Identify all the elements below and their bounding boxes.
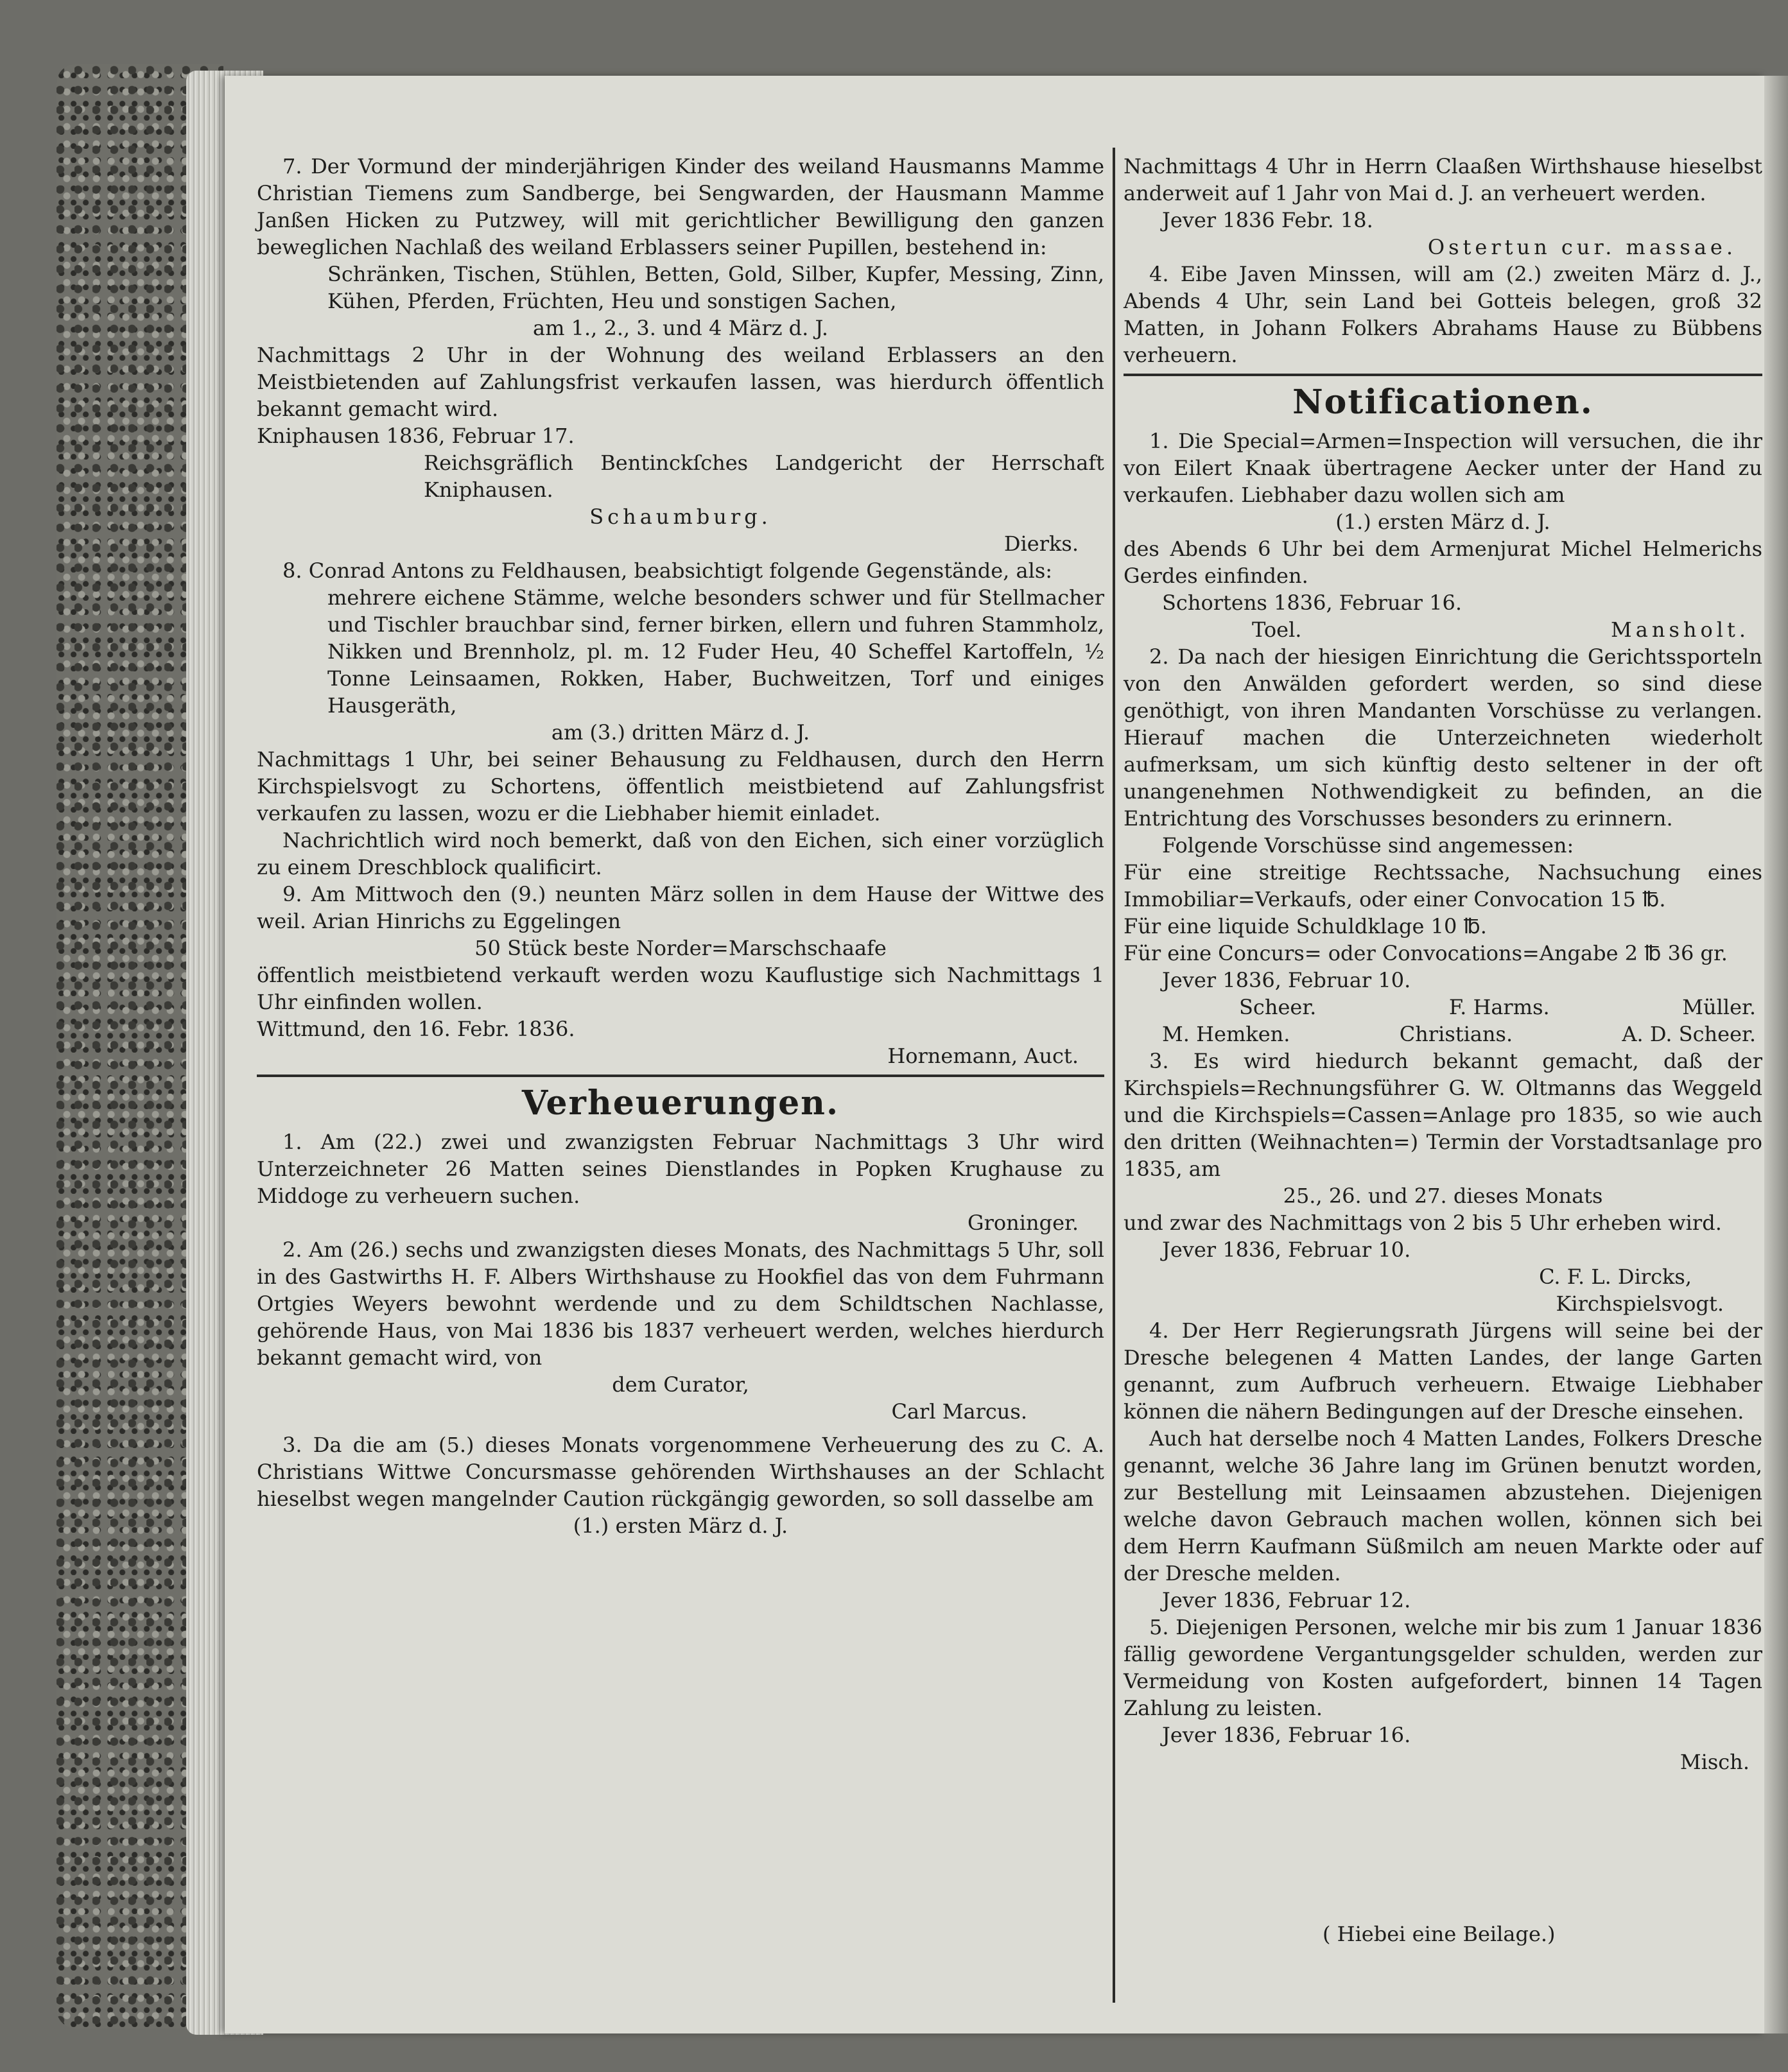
notice-7-signature-2: Dierks. bbox=[1003, 531, 1079, 556]
notification-2-intro: Folgende Vorschüsse sind angemessen: bbox=[1162, 833, 1574, 858]
notification-1-text: 1. Die Special=Armen=Inspection will versuchen, die ihr von Eilert Knaak übertragene Aecker unter der Hand zu verkaufen. Liebhaber dazu wollen sich am bbox=[1124, 429, 1762, 507]
notification-2-fee-2: Für eine liquide Schuldklage 10 ℔. bbox=[1124, 914, 1487, 938]
notification-2-text: 2. Da nach der hiesigen Einrichtung die Gerichtssporteln von den Anwälden gefordert werden, so sind diese genöthigt, von ihren Mandanten Vorschüsse zu verlangen. Hierauf machen die Unterzeichneten wiederholt aufmerksam, um sich künftig desto seltener in der oft unangenehmen Nothwendigkeit zu befinden, an die Entrichtung des Vorschusses besonders zu erinnern. bbox=[1124, 644, 1762, 831]
notice-8-date: am (3.) dritten März d. J. bbox=[551, 720, 810, 745]
section-rule bbox=[257, 1075, 1104, 1077]
notice-7-place: Kniphausen 1836, Februar 17. bbox=[257, 424, 575, 448]
notification-3-place: Jever 1836, Februar 10. bbox=[1162, 1238, 1411, 1262]
notice-8-rest: Nachmittags 1 Uhr, bei seiner Behausung zu Feldhausen, durch den Herrn Kirchspielsvogt zu Schortens, öffentlich meistbietend auf Zahlungsfrist verkaufen zu lassen, wozu er die Liebhaber hiemit einladet. bbox=[257, 747, 1104, 825]
left-column bbox=[257, 153, 1104, 1539]
verheuerung-3-signature: Ostertun cur. massae. bbox=[1427, 235, 1737, 259]
page-right-edge bbox=[1764, 76, 1788, 2033]
notification-4-place: Jever 1836, Februar 12. bbox=[1162, 1588, 1411, 1612]
notification-2-fee-1: Für eine streitige Rechtssache, Nachsuchung eines Immobiliar=Verkaufs, oder einer Convocation 15 ℔. bbox=[1124, 860, 1762, 911]
notification-5-text: 5. Diejenigen Personen, welche mir bis zum 1 Januar 1836 fällig gewordene Vergantungsgelder schulden, werden zur Vermeidung von Kosten aufgefordert, binnen 14 Tagen Zahlung zu leisten. bbox=[1124, 1615, 1762, 1720]
notice-7-dates: am 1., 2., 3. und 4 März d. J. bbox=[533, 316, 828, 340]
verheuerung-3-text: 3. Da die am (5.) dieses Monats vorgenommene Verheuerung des zu C. A. Christians Wittwe Concursmasse gehörenden Wirthshauses an der Schlacht hieselbst wegen mangelnder Caution rückgängig geworden, so soll dasselbe am bbox=[257, 1433, 1104, 1511]
notice-8-goods: mehrere eichene Stämme, welche besonders schwer und für Stellmacher und Tischler brauchbar sind, ferner birken, ellern und fuhren Stammholz, Nikken und Brennholz, pl. m. 12 Fuder Heu, 40 Scheffel Kartoffeln, ½ Tonne Leinsaamen, Rokken, Haber, Buchweitzen, Torf und einiges Hausgeräth, bbox=[327, 585, 1104, 718]
section-heading-notificationen: Notificationen. bbox=[1292, 383, 1593, 422]
notification-3-signature-1: C. F. L. Dircks, bbox=[1539, 1265, 1692, 1289]
section-rule-right bbox=[1124, 374, 1762, 376]
notice-8-note: Nachrichtlich wird noch bemerkt, daß von den Eichen, sich einer vorzüglich zu einem Dreschblock qualificirt. bbox=[257, 828, 1104, 879]
notification-2-fee-3: Für eine Concurs= oder Convocations=Angabe 2 ℔ 36 gr. bbox=[1124, 941, 1728, 965]
notice-7-signature-1: Schaumburg. bbox=[589, 505, 772, 529]
notice-7-rest: Nachmittags 2 Uhr in der Wohnung des weiland Erblassers an den Meistbietenden auf Zahlungsfrist verkaufen lassen, was hierdurch öffentlich bekannt gemacht wird. bbox=[257, 343, 1104, 421]
notification-3-signature-2: Kirchspielsvogt. bbox=[1556, 1291, 1724, 1316]
signature-harms: F. Harms. bbox=[1448, 995, 1550, 1019]
notification-1-rest: des Abends 6 Uhr bei dem Armenjurat Michel Helmerichs Gerdes einfinden. bbox=[1124, 537, 1762, 588]
column-divider bbox=[1113, 148, 1115, 2003]
supplement-note: ( Hiebei eine Beilage.) bbox=[1323, 1922, 1556, 1946]
signature-christians: Christians. bbox=[1399, 1022, 1513, 1046]
notification-1-signatures bbox=[1124, 616, 1762, 643]
notice-9-signature: Hornemann, Auct. bbox=[887, 1044, 1079, 1068]
section-heading-verheuerungen: Verheuerungen. bbox=[521, 1083, 840, 1123]
signature-mueller: Müller. bbox=[1682, 995, 1756, 1019]
verheuerung-2-text: 2. Am (26.) sechs und zwanzigsten dieses Monats, des Nachmittags 5 Uhr, soll in des Gastwirths H. F. Albers Wirthshause zu Hookfiel das von dem Fuhrmann Ortgies Weyers bewohnt werdende und zu dem Schildtschen Nachlasse, gehörende Haus, von Mai 1836 bis 1837 verheuert werden, welches hierdurch bekannt gemacht wird, von bbox=[257, 1238, 1104, 1370]
verheuerung-2-signature-1: dem Curator, bbox=[612, 1372, 749, 1397]
verheuerung-3-place: Jever 1836 Febr. 18. bbox=[1162, 208, 1373, 232]
notice-9-rest: öffentlich meistbietend verkauft werden wozu Kauflustige sich Nachmittags 1 Uhr einfinden wollen. bbox=[257, 963, 1104, 1014]
notice-8-text: 8. Conrad Antons zu Feldhausen, beabsichtigt folgende Gegenstände, als: bbox=[282, 558, 1053, 583]
notification-4-text-2: Auch hat derselbe noch 4 Matten Landes, Folkers Dresche genannt, welche 36 Jahre lang im Grünen benutzt worden, zur Bestellung mit Leinsaamen abzustehen. Diejenigen welche davon Gebrauch machen wollen, können sich bei dem Herrn Kaufmann Süßmilch am neuen Markte oder auf der Dresche melden. bbox=[1124, 1426, 1762, 1585]
notice-7-court: Reichsgräflich Bentinckſches Landgericht der Herrschaft Kniphausen. bbox=[424, 451, 1104, 502]
verheuerung-2-signature-2: Carl Marcus. bbox=[891, 1399, 1027, 1424]
notification-4-text: 4. Der Herr Regierungsrath Jürgens will seine bei der Dresche belegenen 4 Matten Landes, der lange Garten genannt, zum Aufbruch verheuern. Etwaige Liebhaber können die nähern Bedingungen auf der Dresche einsehen. bbox=[1124, 1318, 1762, 1424]
notification-1-signature-2: Mansholt. bbox=[1610, 617, 1749, 642]
notification-1-date: (1.) ersten März d. J. bbox=[1335, 510, 1550, 534]
notice-9-text: 9. Am Mittwoch den (9.) neunten März sollen in dem Hause der Wittwe des weil. Arian Hinrichs zu Eggelingen bbox=[257, 882, 1104, 933]
notification-3-text: 3. Es wird hiedurch bekannt gemacht, daß der Kirchspiels=Rechnungsführer G. W. Oltmanns das Weggeld und die Kirchspiels=Cassen=Anlage pro 1835, so wie auch den dritten (Weihnachten=) Termin der Vorstadtsanlage pro 1835, am bbox=[1124, 1049, 1762, 1181]
notification-1-signature-1: Toel. bbox=[1252, 617, 1302, 642]
notice-7-goods: Schränken, Tischen, Stühlen, Betten, Gold, Silber, Kupfer, Messing, Zinn, Kühen, Pferden, Früchten, Heu und sonstigen Sachen, bbox=[327, 262, 1104, 313]
notification-2-signatures-row-1 bbox=[1124, 994, 1762, 1021]
notice-7-text: 7. Der Vormund der minderjährigen Kinder des weiland Hausmanns Mamme Christian Tiemens zum Sandberge, bei Sengwarden, der Hausmann Mamme Janßen Hicken zu Putzwey, will mit gerichtlicher Bewilligung den ganzen beweglichen Nachlaß des weiland Erblassers seiner Pupillen, bestehend in: bbox=[257, 154, 1104, 259]
notice-9-goods: 50 Stück beste Norder=Marschschaafe bbox=[474, 936, 887, 960]
notice-9-place: Wittmund, den 16. Febr. 1836. bbox=[257, 1017, 575, 1041]
verheuerung-1-text: 1. Am (22.) zwei und zwanzigsten Februar Nachmittags 3 Uhr wird Unterzeichneter 26 Matten seines Dienstlandes in Popken Krughause zu Middoge zu verheuern suchen. bbox=[257, 1130, 1104, 1208]
right-column bbox=[1124, 153, 1762, 1775]
notification-5-signature: Misch. bbox=[1680, 1750, 1749, 1774]
verheuerung-4-text: 4. Eibe Javen Minssen, will am (2.) zweiten März d. J., Abends 4 Uhr, sein Land bei Gotteis belegen, groß 32 Matten, in Johann Folkers Abrahams Hause zu Bübbens verheuern. bbox=[1124, 262, 1762, 367]
verheuerung-3-date: (1.) ersten März d. J. bbox=[573, 1514, 788, 1538]
verheuerung-3-continuation: Nachmittags 4 Uhr in Herrn Claaßen Wirthshause hieselbst anderweit auf 1 Jahr von Mai d. J. an verheuert werden. bbox=[1124, 154, 1762, 205]
signature-ad-scheer: A. D. Scheer. bbox=[1622, 1022, 1756, 1046]
notification-1-place: Schortens 1836, Februar 16. bbox=[1162, 591, 1463, 615]
verheuerung-1-signature: Groninger. bbox=[968, 1211, 1079, 1235]
signature-hemken: M. Hemken. bbox=[1162, 1022, 1290, 1046]
notification-3-rest: und zwar des Nachmittags von 2 bis 5 Uhr erheben wird. bbox=[1124, 1211, 1722, 1235]
notification-2-signatures-row-2 bbox=[1124, 1021, 1762, 1048]
signature-scheer: Scheer. bbox=[1239, 995, 1317, 1019]
notification-3-dates: 25., 26. und 27. dieses Monats bbox=[1283, 1184, 1603, 1208]
notification-2-place: Jever 1836, Februar 10. bbox=[1162, 968, 1411, 992]
notification-5-place: Jever 1836, Februar 16. bbox=[1162, 1723, 1411, 1747]
